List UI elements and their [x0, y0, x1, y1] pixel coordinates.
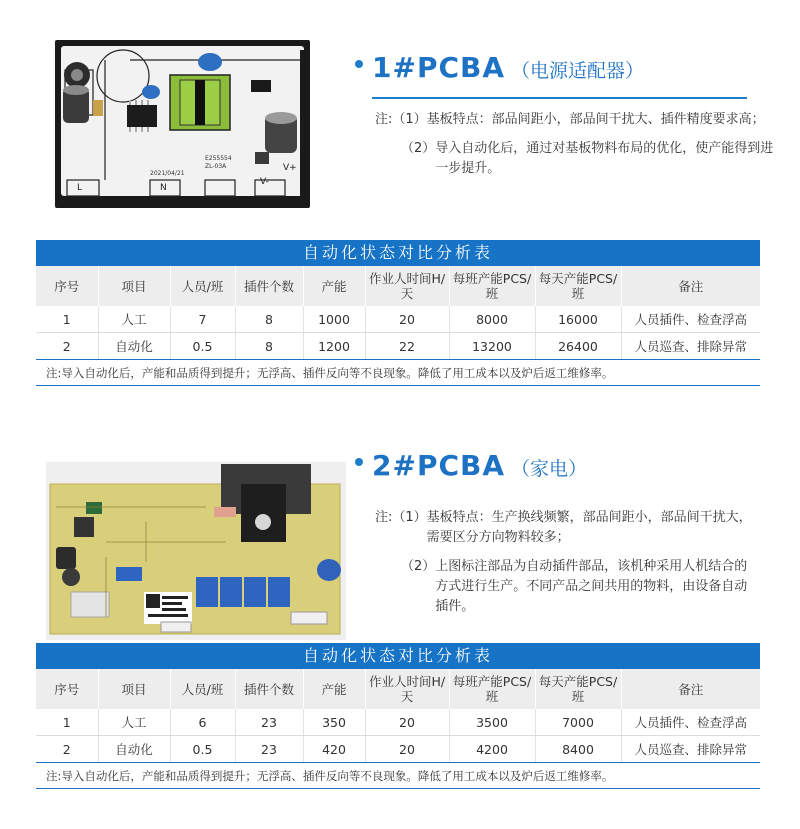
- header-cell: 序号: [36, 266, 98, 306]
- header-cell: 项目: [98, 266, 170, 306]
- comparison-table-block: [36, 643, 760, 789]
- header-cell: 每班产能PCS/班: [449, 266, 535, 306]
- note-item: [375, 139, 775, 179]
- table-cell: 13200: [449, 333, 535, 360]
- table-cell: 0.5: [170, 333, 235, 360]
- table-cell: 7000: [535, 709, 621, 736]
- pcb-photo-home-appliance: [46, 462, 346, 640]
- table-footnote: 注:导入自动化后，产能和品质得到提升；无浮高、插件反向等不良现象。降低了用工成本以及炉后返工维修率。: [36, 763, 760, 789]
- table-cell: 1200: [303, 333, 365, 360]
- table-title: 自动化状态对比分析表: [36, 643, 760, 669]
- table-cell: 8400: [535, 736, 621, 763]
- pcb-label-date: 2021/04/21: [150, 170, 185, 177]
- section-title: 1#PCBA: [372, 51, 506, 84]
- header-cell: 备注: [621, 669, 760, 709]
- table-cell: 1: [36, 709, 98, 736]
- heading-divider: [372, 97, 747, 99]
- comparison-table: [36, 669, 760, 763]
- note-label: （2）: [401, 559, 436, 574]
- table-cell: 1: [36, 306, 98, 333]
- table-cell: 20: [365, 306, 449, 333]
- note-text: 导入自动化后，通过对基板物料布局的优化，使产能得到进一步提升。: [435, 141, 774, 176]
- header-cell: 备注: [621, 266, 760, 306]
- table-cell: 自动化: [98, 736, 170, 763]
- table-cell: 7: [170, 306, 235, 333]
- section-title: 2#PCBA: [372, 449, 506, 482]
- note-label: 注:（1）: [375, 510, 427, 525]
- table-cell: 人员巡查、排除异常: [621, 736, 760, 763]
- table-cell: 6: [170, 709, 235, 736]
- table-cell: 3500: [449, 709, 535, 736]
- table-cell: 人员插件、检查浮高: [621, 709, 760, 736]
- table-cell: 8000: [449, 306, 535, 333]
- header-cell: 产能: [303, 266, 365, 306]
- pcba-section-2: [0, 415, 800, 829]
- pcb-label-v-plus: V+: [283, 163, 297, 173]
- table-cell: 16000: [535, 306, 621, 333]
- table-cell: 人工: [98, 306, 170, 333]
- table-row: [36, 736, 760, 763]
- header-cell: 产能: [303, 669, 365, 709]
- table-row: [36, 709, 760, 736]
- header-cell: 每班产能PCS/班: [449, 669, 535, 709]
- table-header-row: [36, 266, 760, 306]
- table-cell: 8: [235, 333, 303, 360]
- table-cell: 20: [365, 709, 449, 736]
- comparison-table-block: [36, 240, 760, 386]
- table-row: [36, 333, 760, 360]
- note-text: 上图标注部品为自动插件部品，该机种采用人机结合的方式进行生产。不同产品之间共用的物料，由设备自动插件。: [435, 559, 748, 614]
- table-cell: 4200: [449, 736, 535, 763]
- note-item: [375, 557, 755, 617]
- table-cell: 26400: [535, 333, 621, 360]
- table-cell: 0.5: [170, 736, 235, 763]
- header-cell: 人员/班: [170, 266, 235, 306]
- pcb-label-l: L: [77, 183, 83, 193]
- note-text: 基板特点：生产换线频繁，部品间距小，部品间干扰大，需要区分方向物料较多；: [426, 510, 752, 545]
- table-cell: 350: [303, 709, 365, 736]
- table-title: 自动化状态对比分析表: [36, 240, 760, 266]
- pcb-label-code: E255554: [205, 155, 232, 162]
- table-cell: 420: [303, 736, 365, 763]
- pcb-label-v-minus: V-: [260, 177, 269, 187]
- table-cell: 23: [235, 736, 303, 763]
- pcb-label-model: ZL-03A: [205, 163, 227, 170]
- header-cell: 每天产能PCS/班: [535, 266, 621, 306]
- section-subtitle: （电源适配器）: [511, 60, 645, 82]
- note-text: 基板特点：部品间距小，部品间干扰大、插件精度要求高；: [426, 112, 765, 127]
- header-cell: 作业人时间H/天: [365, 266, 449, 306]
- table-cell: 2: [36, 333, 98, 360]
- table-header-row: [36, 669, 760, 709]
- header-cell: 插件个数: [235, 669, 303, 709]
- table-cell: 23: [235, 709, 303, 736]
- table-cell: 人工: [98, 709, 170, 736]
- table-cell: 1000: [303, 306, 365, 333]
- table-cell: 22: [365, 333, 449, 360]
- table-cell: 20: [365, 736, 449, 763]
- table-cell: 自动化: [98, 333, 170, 360]
- table-cell: 人员巡查、排除异常: [621, 333, 760, 360]
- section-heading: [355, 449, 587, 482]
- section-subtitle: （家电）: [511, 458, 588, 480]
- pcb-photo-power-adapter: [55, 40, 310, 208]
- note-item: [375, 110, 775, 130]
- comparison-table: [36, 266, 760, 360]
- table-cell: 8: [235, 306, 303, 333]
- notes-block: [375, 508, 755, 626]
- table-footnote: 注:导入自动化后，产能和品质得到提升；无浮高、插件反向等不良现象。降低了用工成本以及炉后返工维修率。: [36, 360, 760, 386]
- table-row: [36, 306, 760, 333]
- header-cell: 每天产能PCS/班: [535, 669, 621, 709]
- header-cell: 序号: [36, 669, 98, 709]
- pcba-section-1: [0, 0, 800, 400]
- header-cell: 作业人时间H/天: [365, 669, 449, 709]
- note-label: 注:（1）: [375, 112, 427, 127]
- note-item: [375, 508, 755, 548]
- table-cell: 人员插件、检查浮高: [621, 306, 760, 333]
- pcb-label-n: N: [160, 183, 167, 193]
- header-cell: 插件个数: [235, 266, 303, 306]
- section-heading: [355, 51, 644, 84]
- header-cell: 人员/班: [170, 669, 235, 709]
- notes-block: [375, 110, 775, 188]
- note-label: （2）: [401, 141, 436, 156]
- table-cell: 2: [36, 736, 98, 763]
- header-cell: 项目: [98, 669, 170, 709]
- bullet-dot-icon: [355, 458, 363, 466]
- bullet-dot-icon: [355, 60, 363, 68]
